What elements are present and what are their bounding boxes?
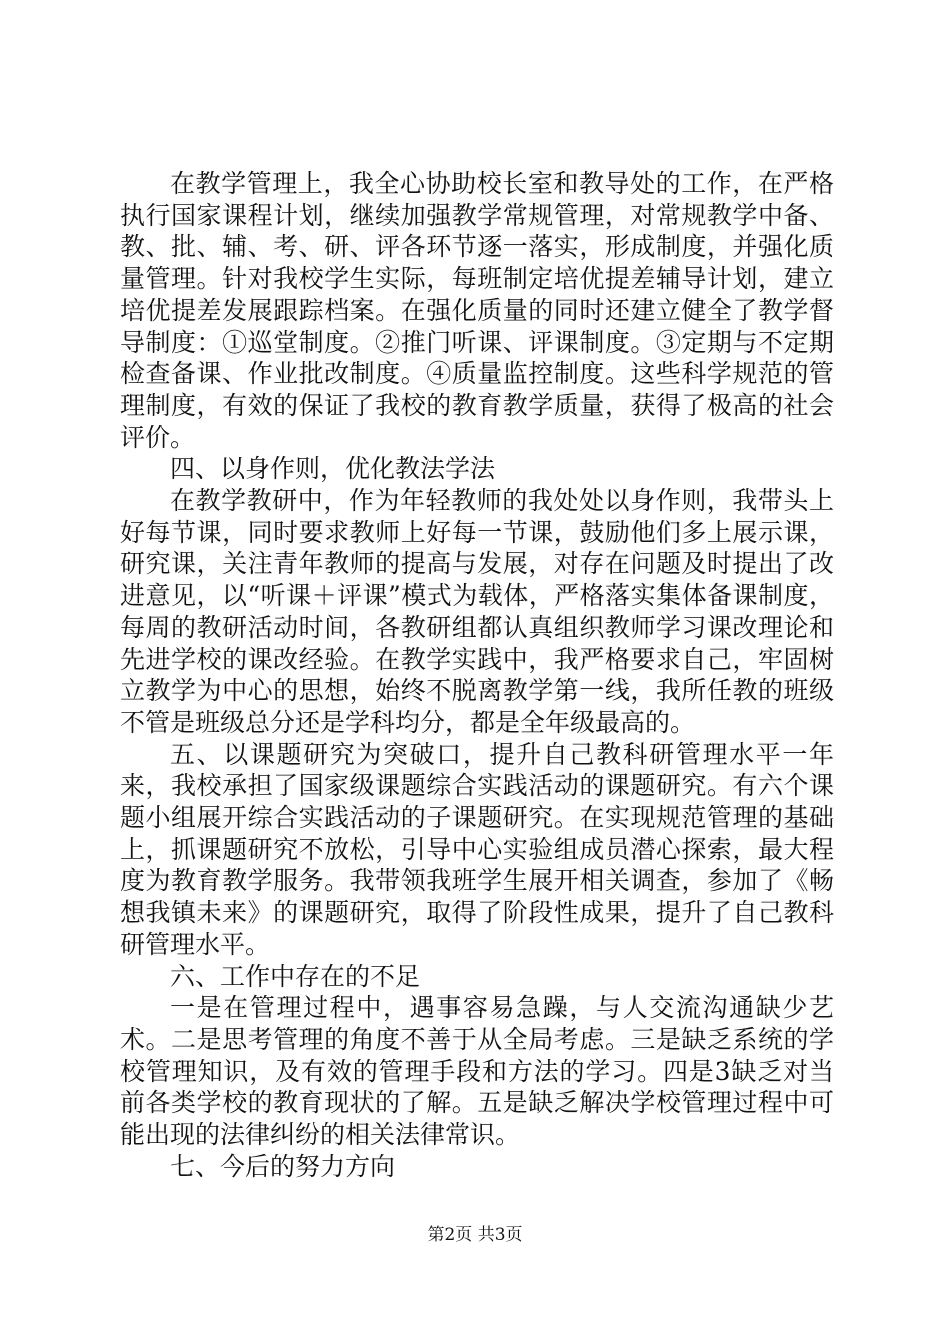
document-body xyxy=(120,168,834,1183)
paragraph-shortcomings: 一是在管理过程中，遇事容易急躁，与人交流沟通缺少艺术。二是思考管理的角度不善于从全局考虑。三是缺乏系统的学校管理知识，及有效的管理手段和方法的学习。四是3缺乏对当前各类学校的教育现状的了解。五是缺乏解决学校管理过程中可能出现的法律纠纷的相关法律常识。 xyxy=(120,993,834,1150)
section-heading-future-direction: 七、今后的努力方向 xyxy=(170,1151,396,1181)
section-heading-lead-by-example: 四、以身作则，优化教法学法 xyxy=(170,454,496,484)
paragraph-project-research: 五、以课题研究为突破口，提升自己教科研管理水平一年来，我校承担了国家级课题综合实践活动的课题研究。有六个课题小组展开综合实践活动的子课题研究。在实现规范管理的基础上，抓课题研究不放松，引导中心实验组成员潜心探索，最大程度为教育教学服务。我带领我班学生展开相关调查，参加了《畅想我镇未来》的课题研究，取得了阶段性成果，提升了自己教科研管理水平。 xyxy=(120,739,834,959)
paragraph-teaching-research: 在教学教研中，作为年轻教师的我处处以身作则，我带头上好每节课，同时要求教师上好每一节课，鼓励他们多上展示课，研究课，关注青年教师的提高与发展，对存在问题及时提出了改进意见，以“听课＋评课”模式为载体，严格落实集体备课制度，每周的教研活动时间，各教研组都认真组织教师学习课改理论和先进学校的课改经验。在教学实践中，我严格要求自己，牢固树立教学为中心的思想，始终不脱离教学第一线，我所任教的班级不管是班级总分还是学科均分，都是全年级最高的。 xyxy=(120,486,834,737)
section-heading-shortcomings: 六、工作中存在的不足 xyxy=(170,961,421,991)
page-footer: 第2页 共3页 xyxy=(427,1225,523,1245)
paragraph-teaching-management: 在教学管理上，我全心协助校长室和教导处的工作，在严格执行国家课程计划，继续加强教学常规管理，对常规教学中备、教、批、辅、考、研、评各环节逐一落实，形成制度，并强化质量管理。针对我校学生实际，每班制定培优提差辅导计划，建立培优提差发展跟踪档案。在强化质量的同时还建立健全了教学督导制度：①巡堂制度。②推门听课、评课制度。③定期与不定期检查备课、作业批改制度。④质量监控制度。这些科学规范的管理制度，有效的保证了我校的教育教学质量，获得了极高的社会评价。 xyxy=(120,169,834,452)
